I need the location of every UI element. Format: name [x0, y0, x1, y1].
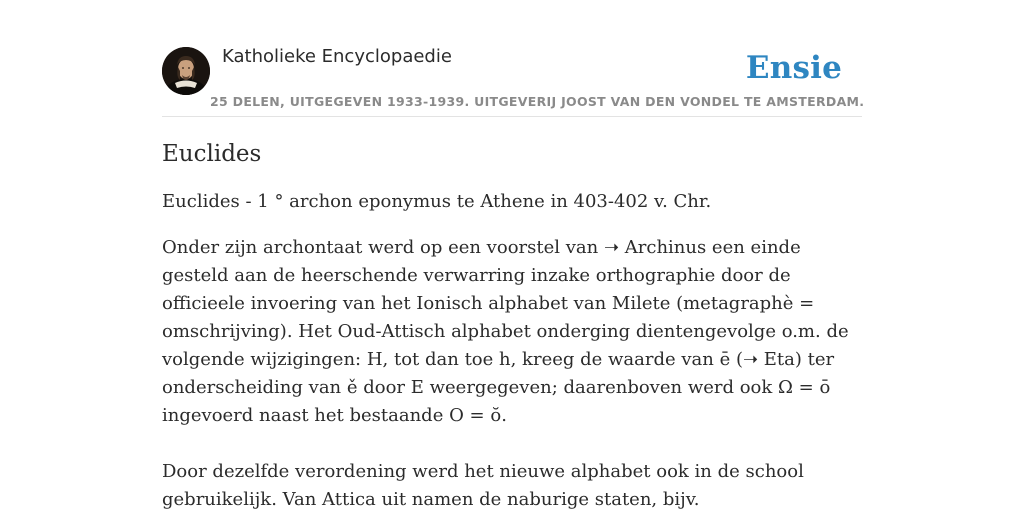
entry-content	[162, 138, 862, 512]
portrait-avatar-icon[interactable]	[162, 47, 210, 95]
source-title[interactable]: Katholieke Encyclopaedie	[222, 46, 452, 67]
entry-paragraph: Door dezelfde verordening werd het nieuwe alphabet ook in de school gebruikelijk. Van Attica uit namen de naburige staten, bijv.	[162, 461, 804, 510]
header	[162, 44, 865, 117]
brand-logo[interactable]: Ensie	[745, 50, 842, 86]
entry-title: Euclides	[162, 141, 262, 167]
entry-paragraph: Onder zijn archontaat werd op een voorstel van ➝ Archinus een einde gesteld aan de heerschende verwarring inzake orthographie door de officieele invoering van het Ionisch alphabet van Milete (metagraphè = omschrijving). Het Oud-Attisch alphabet onderging dientengevolge o.m. de volgende wijzigingen: H, tot dan toe h, kreeg de waarde van ē (➝ Eta) ter onderscheiding van ě door E weergegeven; daarenboven werd ook Ω = ō ingevoerd naast het bestaande O = ŏ.	[162, 237, 849, 426]
source-subtitle: 25 DELEN, UITGEGEVEN 1933-1939. UITGEVERIJ JOOST VAN DEN VONDEL TE AMSTERDAM.	[210, 94, 865, 109]
entry-paragraph: Euclides - 1 ° archon eponymus te Athene in 403-402 v. Chr.	[162, 191, 712, 212]
